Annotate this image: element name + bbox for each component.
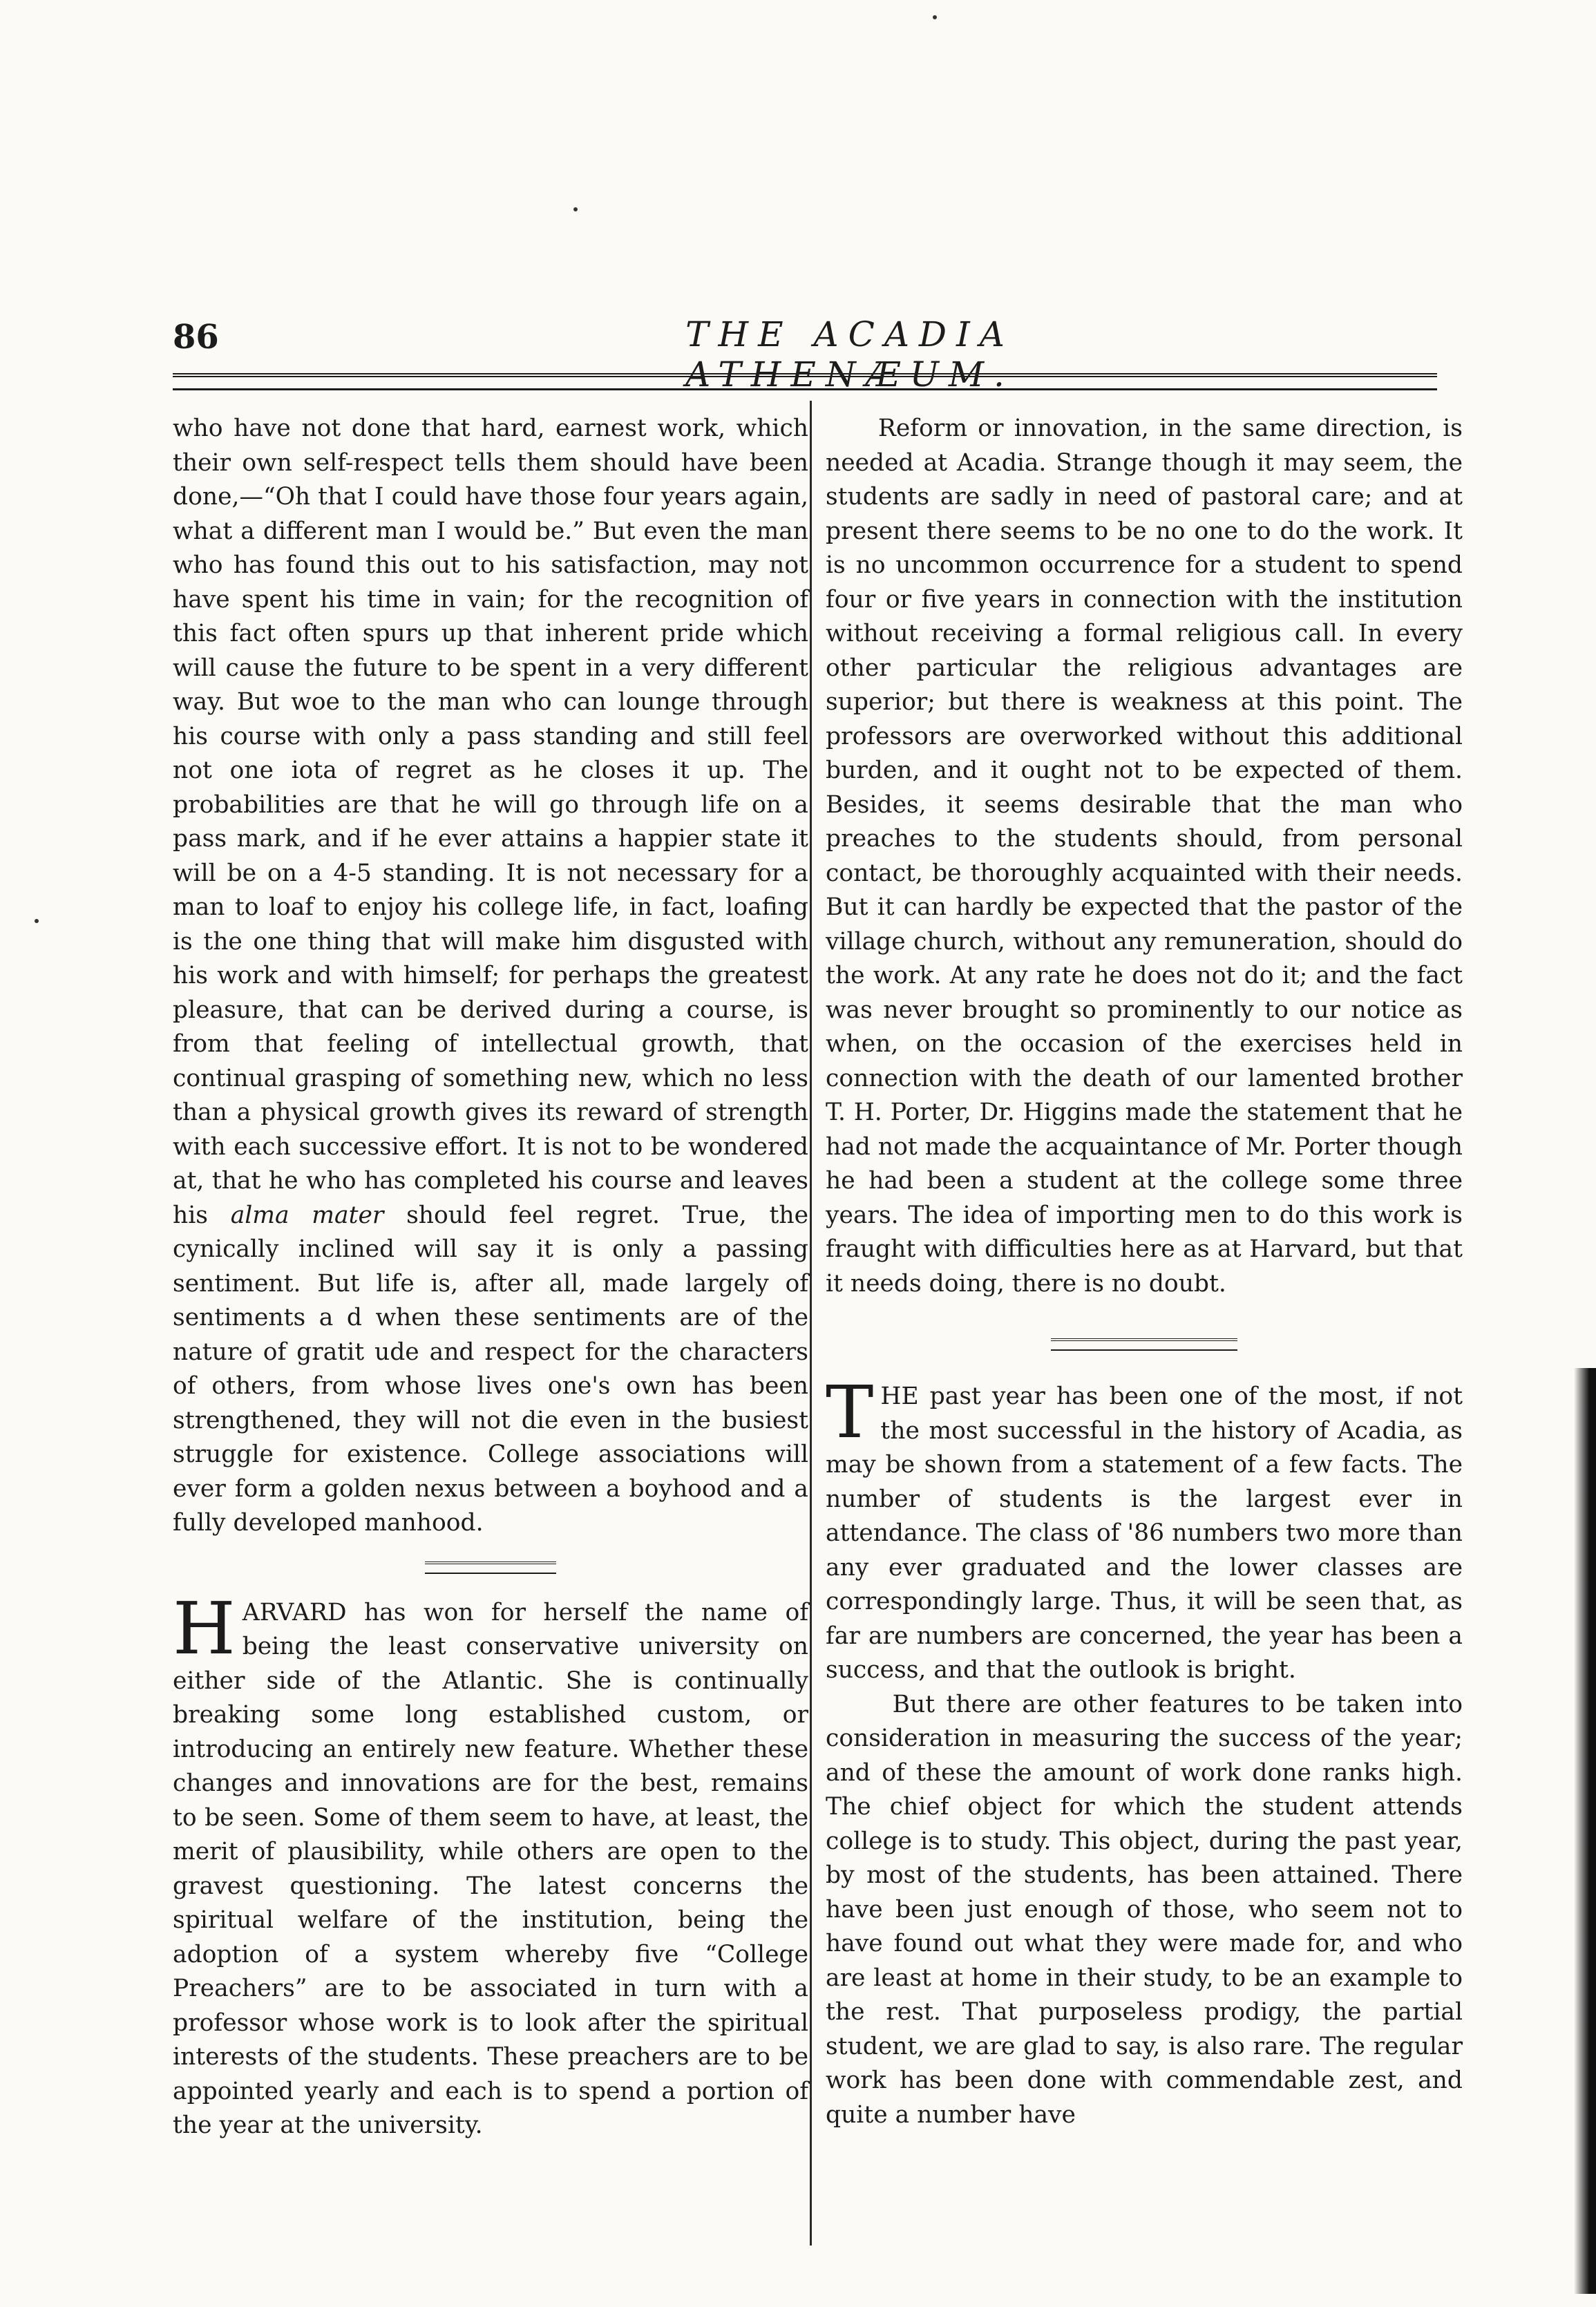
scan-speck <box>933 15 937 19</box>
column-divider <box>810 401 812 2246</box>
italic-phrase: alma mater <box>230 1201 384 1229</box>
section-separator <box>425 1561 556 1574</box>
running-title: THE ACADIA ATHENÆUM. <box>685 314 1014 395</box>
drop-cap: H <box>173 1586 236 1671</box>
drop-cap: T <box>826 1370 874 1454</box>
article-paragraph: THE past year has been one of the most, if not the most successful in the history of Acadia, as may be shown from a statement of a few facts. The number of students is the largest ever in attendance. The class of '86 numbers two more than any ever graduated and the lower classes are correspondingly large. Thus, it will be seen that, as far are numbers are concerned, the year has been a success, and that the outlook is bright. <box>826 1370 1463 1684</box>
article-paragraph: who have not done that hard, earnest work, which their own self-respect tells them should have been done,—“Oh that I could have those four years again, what a different man I would be.” But even the man who has found this out to his satisfaction, may not have spent his time in vain; for the recognition of this fact often spurs up that inherent pride which will cause the future to be spent in a very different way. But woe to the man who can lounge through his course with only a pass standing and still feel not one iota of regret as he closes it up. The probabilities are that he will go through life on a pass mark, and if he ever attains a happier state it will be on a 4-5 standing. It is not necessary for a man to loaf to enjoy his college life, in fact, loafing is the one thing that will make him disgusted with his work and with himself; for perhaps the greatest pleasure, that can be derived during a course, is from that feeling of intellectual growth, that continual grasping of something new, which no less than a physical growth gives its reward of strength with each successive effort. It is not to be wondered at, that he who has completed his course and leaves his alma mater should feel regret. True, the cynically inclined will say it is only a passing sentiment. But life is, after all, made largely of sentiments a d when these sentiments are of the nature of gratit ude and respect for the characters of others, from whose lives one's own has been strengthened, they will not die even in the busiest struggle for existence. College associations will ever form a golden nexus between a boyhood and a fully developed manhood. <box>173 415 808 1537</box>
article-paragraph: HARVARD has won for herself the name of being the least conservative university on either side of the Atlantic. She is continually breaking some long established custom, or introducing an entirely new feature. Whether these changes and innovations are for the best, remains to be seen. Some of them seem to have, at least, the merit of plausibility, while others are open to the gravest questioning. The latest concerns the spiritual welfare of the institution, being the adoption of a system whereby five “College Preachers” are to be associated in turn with a professor whose work is to look after the spiritual interests of the students. These preachers are to be appointed yearly and each is to spend a portion of the year at the university. <box>173 1586 808 2139</box>
left-column <box>173 412 808 2143</box>
scan-speck <box>573 207 578 211</box>
header-rule <box>173 373 1437 390</box>
article-paragraph: Reform or innovation, in the same direction, is needed at Acadia. Strange though it may seem, the students are sadly in need of pastoral care; and at present there seems to be no one to do the work. It is no uncommon occurrence for a student to spend four or five years in connection with the institution without receiving a formal religious call. In every other particular the religious advantages are superior; but there is weakness at this point. The professors are overworked without this additional burden, and it ought not to be expected of them. Besides, it seems desirable that the man who preaches to the students should, from personal contact, be thoroughly acquainted with their needs. But it can hardly be expected that the pastor of the village church, without any remuneration, should do the work. At any rate he does not do it; and the fact was never brought so prominently to our notice as when, on the occasion of the exercises held in connection with the death of our lamented brother T. H. Porter, Dr. Higgins made the statement that he had not made the acquaintance of Mr. Porter though he had been a student at the college some three years. The idea of importing men to do this work is fraught with difficulties here as at Harvard, but that it needs doing, there is no doubt. <box>826 415 1463 1298</box>
section-separator <box>1051 1338 1237 1351</box>
article-paragraph: But there are other features to be taken into consideration in measuring the success of the year; and of these the amount of work done ranks high. The chief object for which the student attends college is to study. This object, during the past year, by most of the students, has been attained. There have been just enough of those, who seem not to have found out what they were made for, and who are least at home in their study, to be an example to the rest. That purposeless prodigy, the partial student, we are glad to say, is also rare. The regular work has been done with commendable zest, and quite a number have <box>826 1690 1463 2129</box>
right-column <box>826 412 1463 2132</box>
page-number: 86 <box>173 318 219 357</box>
scan-speck <box>35 919 39 923</box>
page-edge-shadow <box>1574 1368 1596 2294</box>
